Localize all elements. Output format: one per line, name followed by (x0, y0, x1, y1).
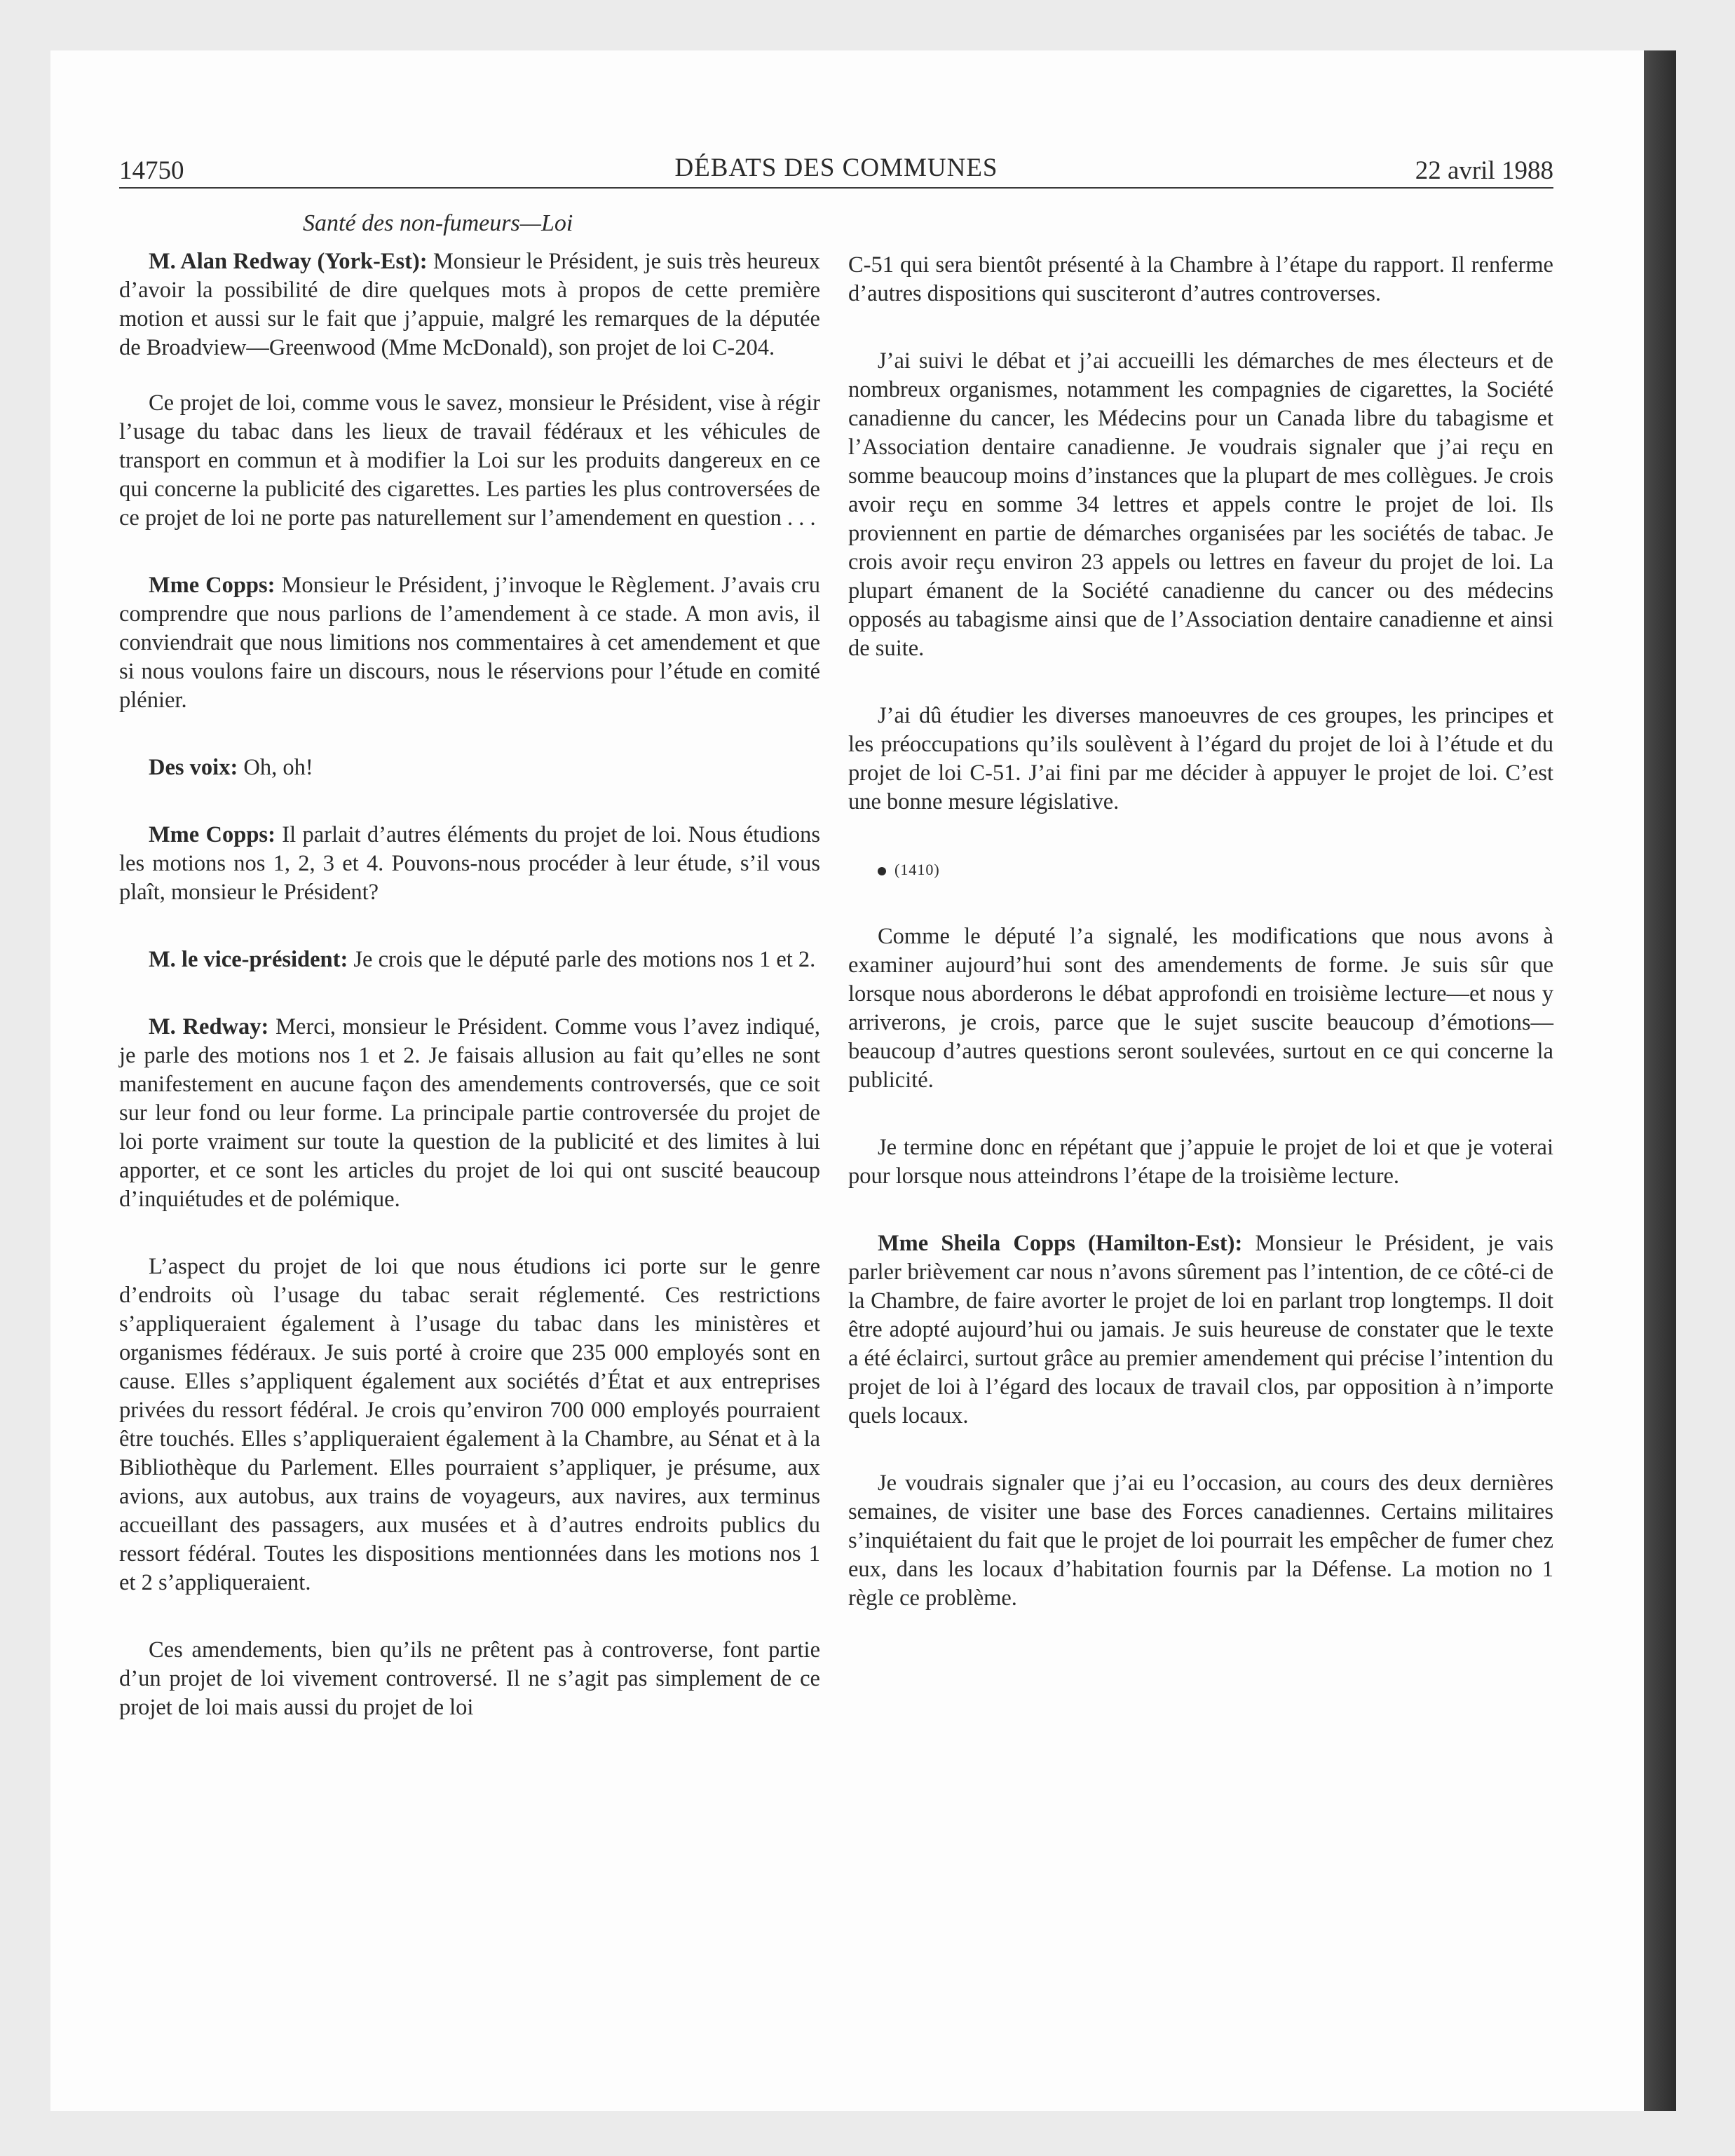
paragraph-text: C-51 qui sera bientôt présenté à la Chambre à l’étape du rapport. Il renferme d’autres dispositions qui susciteront d’autres controverses. (848, 252, 1553, 306)
paragraph (119, 821, 820, 907)
running-header (119, 153, 1553, 186)
right-column (848, 251, 1553, 1651)
header-rule (119, 187, 1553, 189)
left-column (119, 209, 820, 1761)
speaker: M. le vice-président: (149, 947, 348, 972)
paragraph-text: L’aspect du projet de loi que nous étudions ici porte sur le genre d’endroits où l’usage du tabac serait réglementé. Ces restrictions s’appliqueraient également à l’usage du tabac dans les ministères et organismes fédéraux. Je suis porté à croire que 235 000 employés sont en cause. Elles s’appliquent également aux sociétés d’État et aux entreprises privées du ressort fédéral. Je crois qu’environ 700 000 employés pourraient être touchés. Elles s’appliqueraient également à la Chambre, au Sénat et à la Bibliothèque du Parlement. Elles pourraient s’appliquer, je présume, aux avions, aux autobus, aux trains de voyageurs, aux navires, aux terminus accueillant des passagers, aux musées et à d’autres endroits publics du ressort fédéral. Toutes les dispositions mentionnées dans les motions nos 1 et 2 s’appliqueraient. (119, 1254, 820, 1595)
bullet-dot-icon (878, 867, 886, 875)
page-number: 14750 (119, 156, 184, 185)
timestamp-marker (848, 855, 1553, 884)
paragraph-text: Ce projet de loi, comme vous le savez, monsieur le Président, vise à régir l’usage du tabac dans les lieux de travail fédéraux et les véhicules de transport en commun et à modifier la Loi sur les produits dangereux en ce qui concerne la publicité des cigarettes. Les parties les plus controversées de ce projet de loi ne porte pas naturellement sur l’amendement en question . . . (119, 390, 820, 531)
speaker: M. Alan Redway (York-Est): (149, 249, 428, 274)
paragraph-text: Il parlait d’autres éléments du projet de loi. Nous étudions les motions nos 1, 2, 3 et 4. Pouvons-nous procéder à leur étude, s’il vous plaît, monsieur le Président? (119, 822, 821, 905)
paragraph (848, 1133, 1553, 1191)
paragraph-text: Ces amendements, bien qu’ils ne prêtent pas à controverse, font partie d’un projet de loi vivement controversé. Il ne s’agit pas simplement de ce projet de loi mais aussi du projet de loi (119, 1637, 820, 1720)
paragraph-text: Je voudrais signaler que j’ai eu l’occasion, au cours des deux dernières semaines, de visiter une base des Forces canadiennes. Certains militaires s’inquiétaient du fait que le projet de loi pourrait les empêcher de fumer chez eux, dans les locaux d’habitation fournis par la Défense. La motion no 1 règle ce problème. (848, 1471, 1553, 1611)
paragraph-text: Monsieur le Président, je suis très heureux d’avoir la possibilité de dire quelques mots à propos de cette première motion et aussi sur le fait que j’appuie, malgré les remarques de la députée de Broadview—Greenwood (Mme McDonald), son projet de loi C-204. (119, 249, 820, 360)
paragraph (119, 753, 820, 782)
paragraph (119, 946, 820, 974)
paragraph (119, 1253, 820, 1597)
speaker: Mme Copps: (149, 573, 275, 598)
paragraph (848, 922, 1553, 1095)
paragraph (119, 571, 820, 715)
paragraph-text: Monsieur le Président, je vais parler brièvement car nous n’avons sûrement pas l’intention, de ce côté-ci de la Chambre, de faire avorter le projet de loi en parlant trop longtemps. Il doit être adopté aujourd’hui ou jamais. Je suis heureuse de constater que le texte a été éclairci, surtout grâce au premier amendement qui précise l’intention du projet de loi à l’égard des locaux de travail clos, par opposition à n’importe quels locaux. (848, 1231, 1553, 1428)
paragraph-text: Monsieur le Président, j’invoque le Règlement. J’avais cru comprendre que nous parlions de l’amendement à ce stade. A mon avis, il conviendrait que nous limitions nos commentaires à cet amendement et que si nous voulons faire un discours, nous le réservions pour l’étude en comité plénier. (119, 573, 821, 713)
paragraph (848, 347, 1553, 663)
paragraph (119, 1013, 820, 1214)
paragraph (848, 251, 1553, 308)
publication-title: DÉBATS DES COMMUNES (674, 153, 998, 182)
speaker: Mme Copps: (149, 822, 275, 847)
paragraph (848, 1229, 1553, 1431)
paragraph-text: Oh, oh! (243, 755, 313, 780)
paragraph-text: J’ai dû étudier les diverses manoeuvres de ces groupes, les principes et les préoccupations qu’ils soulèvent à l’égard du projet de loi à l’étude et du projet de loi C-51. J’ai fini par me décider à appuyer le projet de loi. C’est une bonne mesure législative. (848, 703, 1553, 814)
speaker: M. Redway: (149, 1014, 269, 1039)
timestamp: (1410) (894, 861, 940, 878)
paragraph-text: Je crois que le député parle des motions nos 1 et 2. (353, 947, 816, 972)
speaker: Mme Sheila Copps (Hamilton-Est): (878, 1231, 1243, 1256)
paragraph (119, 247, 820, 362)
paragraph (848, 1469, 1553, 1613)
paragraph-text: Merci, monsieur le Président. Comme vous l’avez indiqué, je parle des motions nos 1 et 2. Je faisais allusion au fait qu’elles ne sont manifestement en aucune façon des amendements controversés, que ce soit sur leur fond ou leur forme. La principale partie controversée du projet de loi porte vraiment sur toute la question de la publicité et des limites à lui apporter, et ce sont les articles du projet de loi qui ont suscité beaucoup d’inquiétudes et de polémique. (119, 1014, 821, 1212)
paragraph-text: J’ai suivi le débat et j’ai accueilli les démarches de mes électeurs et de nombreux organismes, notamment les compagnies de cigarettes, la Société canadienne du cancer, les Médecins pour un Canada libre du tabagisme et l’Association dentaire canadienne. Je voudrais signaler que j’ai reçu en somme beaucoup moins d’instances que la plupart de mes collègues. Je crois avoir reçu en somme 34 lettres et appels contre le projet de loi. Ils proviennent en partie de démarches organisées par les sociétés de tabac. Je crois avoir reçu environ 23 appels ou lettres en faveur du projet de loi. La plupart émanent de la Société canadienne du cancer ou des médecins opposés au tabagisme ainsi que de l’Association dentaire canadienne et ainsi de suite. (848, 348, 1553, 661)
paragraph (848, 702, 1553, 817)
binding-edge (1644, 50, 1676, 2111)
paragraph-text: Comme le député l’a signalé, les modifications que nous avons à examiner aujourd’hui sont des amendements de forme. Je suis sûr que lorsque nous aborderons le débat approfondi en troisième lecture—et nous y arriverons, je crois, parce que le sujet suscite beaucoup d’émotions—beaucoup d’autres questions seront soulevées, surtout en ce qui concerne la publicité. (848, 924, 1553, 1093)
paragraph (119, 1636, 820, 1722)
speaker: Des voix: (149, 755, 238, 780)
session-date: 22 avril 1988 (1415, 156, 1553, 185)
section-title: Santé des non-fumeurs—Loi (303, 210, 573, 236)
paragraph (119, 389, 820, 533)
paragraph-text: Je termine donc en répétant que j’appuie le projet de loi et que je voterai pour lorsque nous atteindrons l’étape de la troisième lecture. (848, 1135, 1553, 1189)
